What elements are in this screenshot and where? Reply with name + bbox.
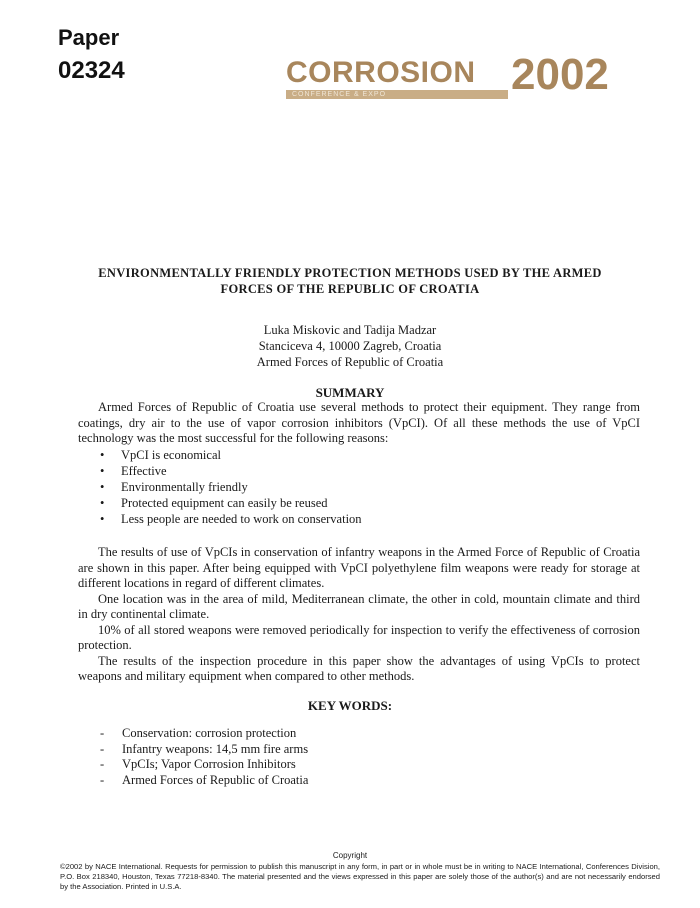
author-address: Stanciceva 4, 10000 Zagreb, Croatia (258, 339, 442, 353)
list-item (100, 511, 362, 527)
title-line: FORCES OF THE REPUBLIC OF CROATIA (220, 282, 480, 296)
dash-icon: - (100, 726, 105, 740)
bullet-icon: • (100, 496, 105, 510)
keywords-heading: KEY WORDS: (307, 698, 393, 713)
list-item (100, 757, 308, 773)
paper-word: Paper (58, 25, 120, 50)
list-item-text: Effective (121, 464, 167, 478)
dash-icon: - (100, 757, 105, 771)
bullet-icon: • (100, 448, 105, 462)
list-item-text: VpCI is economical (121, 448, 221, 462)
list-item (100, 495, 362, 511)
summary-intro-text: Armed Forces of Republic of Croatia use several methods to protect their equipment. They range from coatings, dry air to the use of vapor corrosion inhibitors (VpCI). Of all these methods the use of VpCI technology was the most successful for the following reasons: (78, 400, 640, 445)
keyword-text: Armed Forces of Republic of Croatia (122, 772, 309, 787)
list-item (100, 463, 362, 479)
author-block (200, 322, 500, 370)
summary-paragraph: 10% of all stored weapons were removed periodically for inspection to verify the effectiveness of corrosion protection. (78, 622, 640, 652)
list-item-text: Protected equipment can easily be reused (121, 496, 328, 510)
list-item (100, 447, 362, 463)
author-names: Luka Miskovic and Tadija Madzar (263, 323, 437, 337)
summary-paragraph: One location was in the area of mild, Mediterranean climate, the other in cold, mountain climate and third in dry continental climate. (78, 591, 640, 621)
dash-icon: - (100, 741, 105, 756)
list-item (100, 773, 308, 789)
summary-intro (78, 400, 640, 447)
list-item (100, 742, 308, 758)
list-item-text: Less people are needed to work on conservation (121, 512, 362, 526)
bullet-icon: • (100, 512, 105, 526)
logo-tagline: CONFERENCE & EXPO (286, 90, 508, 99)
paper-label (58, 26, 125, 85)
bullet-icon: • (100, 464, 105, 478)
keyword-text: VpCIs; Vapor Corrosion Inhibitors (122, 757, 296, 771)
summary-heading: SUMMARY (315, 385, 385, 400)
summary-paragraph: The results of the inspection procedure in this paper show the advantages of using VpCIs to protect weapons and military equipment when compared to other methods. (78, 653, 640, 683)
summary-body (78, 545, 640, 685)
keywords-list (100, 726, 308, 788)
corrosion-2002-logo (286, 52, 654, 108)
bullet-icon: • (100, 480, 105, 494)
keyword-text: Conservation: corrosion protection (122, 726, 297, 740)
list-item (100, 479, 362, 495)
paper-number: 02324 (58, 57, 125, 85)
keyword-text: Infantry weapons: 14,5 mm fire arms (122, 741, 309, 756)
copyright-heading: Copyright (332, 851, 368, 860)
list-item (100, 726, 308, 742)
author-affiliation: Armed Forces of Republic of Croatia (256, 355, 444, 369)
logo-word: CORROSION (286, 56, 476, 89)
dash-icon: - (100, 772, 105, 787)
summary-paragraph: The results of use of VpCIs in conservation of infantry weapons in the Armed Force of Republic of Croatia are shown in this paper. After being equipped with VpCI polyethylene film weapons were ready for storage at different locations in regard of different climates. (78, 545, 640, 590)
list-item-text: Environmentally friendly (121, 480, 248, 494)
logo-year: 2002 (511, 50, 609, 99)
title-line: ENVIRONMENTALLY FRIENDLY PROTECTION METHODS USED BY THE ARMED (98, 266, 602, 280)
reasons-list (100, 447, 362, 527)
paper-title (90, 265, 610, 297)
copyright-text: ©2002 by NACE International. Requests for permission to publish this manuscript in any form, in part or in whole must be in writing to NACE International, Conferences Division, P.O. Box 218340, Houston, Texas 77218-8340. The material presented and the views expressed in this paper are solely those of the author(s) and are not necessarily endorsed by the Association. Printed in U.S.A. (60, 862, 660, 891)
